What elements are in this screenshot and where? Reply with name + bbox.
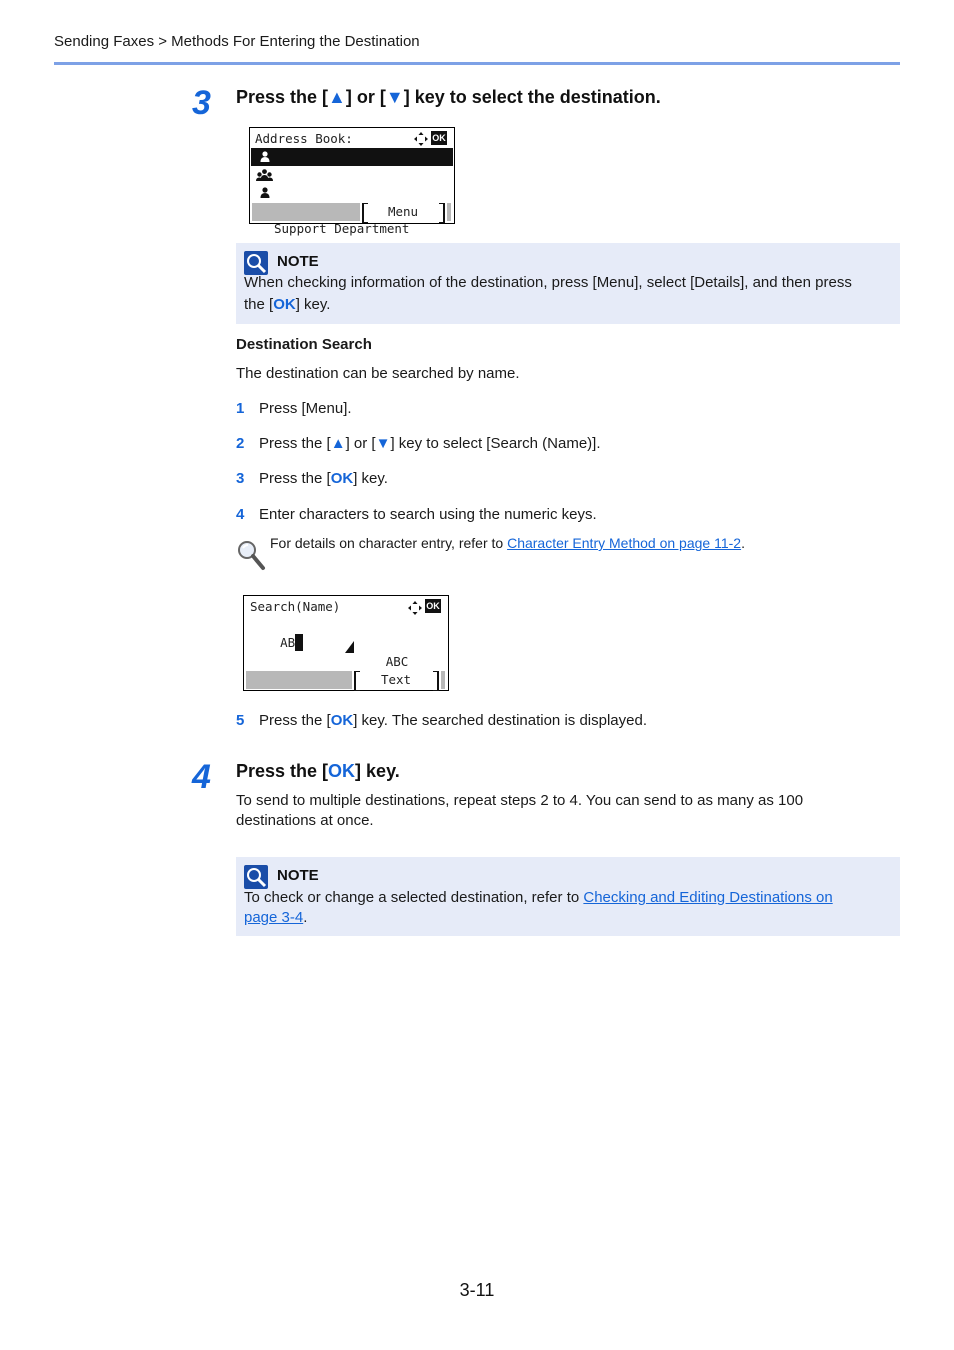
up-arrow-icon: ▲	[328, 87, 346, 107]
navigation-cross-icon	[408, 601, 422, 615]
note-magnifier-icon	[244, 251, 268, 275]
step-3-title: Press the [▲] or [▼] key to select the destination.	[236, 87, 661, 107]
substep-1: 1 Press [Menu].	[236, 400, 352, 417]
navigation-cross-icon	[414, 132, 428, 146]
tip-text: For details on character entry, refer to Character Entry Method on page 11-2.	[270, 535, 745, 551]
note-box	[236, 857, 900, 936]
ok-key-label: OK	[328, 761, 356, 781]
lcd-address-book	[249, 127, 455, 236]
lcd-softkey-blank	[246, 671, 352, 689]
note-text: When checking information of the destination, press [Menu], select [Details], and then press the [OK] key.	[244, 274, 852, 313]
ok-key-icon: OK	[426, 601, 440, 611]
checking-destinations-link[interactable]: Checking and Editing Destinations on	[583, 889, 833, 906]
note-magnifier-icon	[244, 865, 268, 889]
ok-key-label: OK	[330, 712, 354, 729]
group-icon	[256, 169, 273, 181]
lcd-softkey-text: Text	[380, 672, 412, 687]
lcd-header: Address Book:	[255, 131, 353, 146]
lcd-list-item	[250, 166, 454, 184]
step-number-4: 4	[192, 758, 211, 796]
lcd-header: Search(Name)	[250, 599, 341, 614]
note-box	[236, 243, 900, 324]
substep-4: 4 Enter characters to search using the numeric keys.	[236, 506, 597, 523]
ok-key-label: OK	[273, 296, 296, 313]
character-entry-link[interactable]: Character Entry Method on page 11-2	[507, 535, 742, 551]
step-4-title: Press the [OK] key.	[236, 761, 400, 781]
note-text: To check or change a selected destination, refer to Checking and Editing Destinations on page 3-4.	[244, 889, 833, 926]
substep-5: 5 Press the [OK] key. The searched destination is displayed.	[236, 712, 647, 729]
note-title: NOTE	[277, 867, 319, 884]
lcd-list-item-selected: Sales Department 1	[251, 148, 453, 166]
text-cursor	[295, 634, 303, 651]
lcd-entry-field: AB	[250, 616, 448, 634]
down-arrow-icon: ▼	[385, 87, 404, 107]
lcd-input-mode: ABC	[385, 654, 409, 669]
down-arrow-icon: ▼	[375, 435, 391, 452]
person-icon	[260, 151, 270, 162]
magnifier-icon	[236, 539, 266, 571]
person-icon	[260, 187, 270, 198]
checking-destinations-link-page[interactable]: page 3-4	[244, 909, 304, 926]
lcd-softkey-blank	[252, 203, 360, 221]
page-number: 3-11	[459, 1280, 495, 1300]
lcd-list-item: Support Department	[250, 184, 454, 202]
lcd-search-name	[243, 595, 449, 691]
ok-key-label: OK	[330, 470, 354, 487]
header-rule	[54, 62, 900, 65]
substep-3: 3 Press the [OK] key.	[236, 470, 388, 487]
signal-triangle-icon	[345, 641, 355, 653]
breadcrumb: Sending Faxes > Methods For Entering the Destination	[54, 33, 420, 50]
lcd-softkey-menu: Menu	[387, 204, 419, 219]
section-heading: Destination Search	[236, 336, 372, 353]
note-title: NOTE	[277, 253, 319, 270]
up-arrow-icon: ▲	[330, 435, 346, 452]
section-intro: The destination can be searched by name.	[236, 365, 520, 382]
substep-2: 2 Press the [▲] or [▼] key to select [Search (Name)].	[236, 435, 601, 452]
ok-key-icon: OK	[432, 133, 446, 143]
step-number-3: 3	[192, 84, 211, 122]
step-4-text: To send to multiple destinations, repeat steps 2 to 4. You can send to as many as 100 destinations at once.	[236, 792, 804, 829]
